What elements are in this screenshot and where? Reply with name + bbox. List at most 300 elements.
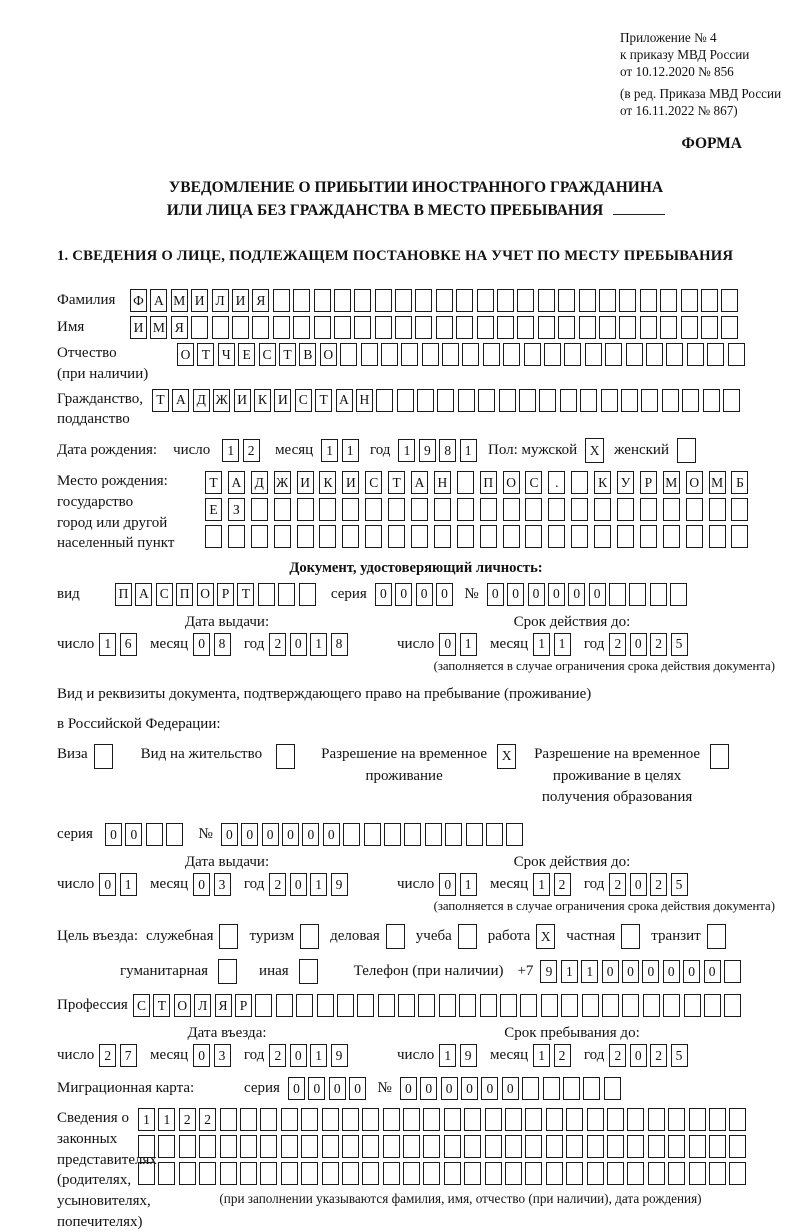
cell[interactable]: 0 — [704, 960, 721, 983]
cell[interactable] — [362, 1162, 379, 1185]
migration-series-cells[interactable] — [288, 1077, 370, 1100]
cell[interactable] — [398, 994, 415, 1017]
valid-day-cells[interactable] — [439, 633, 480, 656]
cell[interactable] — [464, 1162, 481, 1185]
cell[interactable] — [701, 289, 718, 312]
cell[interactable] — [220, 1108, 237, 1131]
cell[interactable]: 0 — [349, 1077, 366, 1100]
cell[interactable] — [485, 1135, 502, 1158]
cell[interactable] — [459, 994, 476, 1017]
cell[interactable] — [314, 316, 331, 339]
cell[interactable] — [617, 525, 634, 548]
cell[interactable] — [300, 924, 319, 949]
cell[interactable]: Д — [251, 471, 268, 494]
cell[interactable]: 0 — [290, 1044, 307, 1067]
cell[interactable] — [723, 389, 740, 412]
cell[interactable]: С — [133, 994, 150, 1017]
residence-issue-month-cells[interactable] — [193, 873, 234, 896]
cell[interactable] — [436, 316, 453, 339]
cell[interactable]: 0 — [461, 1077, 478, 1100]
cell[interactable] — [505, 1135, 522, 1158]
cell[interactable] — [729, 1135, 746, 1158]
cell[interactable] — [404, 823, 421, 846]
cell[interactable] — [682, 389, 699, 412]
cell[interactable]: М — [150, 316, 167, 339]
cell[interactable]: 2 — [554, 873, 571, 896]
cell[interactable]: 0 — [193, 1044, 210, 1067]
cell[interactable] — [666, 343, 683, 366]
cell[interactable] — [710, 744, 729, 769]
cell[interactable]: 9 — [419, 439, 436, 462]
cell[interactable] — [317, 994, 334, 1017]
cell[interactable]: X — [497, 744, 516, 769]
cell[interactable] — [340, 343, 357, 366]
cell[interactable] — [483, 343, 500, 366]
cell[interactable] — [480, 498, 497, 521]
cell[interactable] — [594, 498, 611, 521]
cell[interactable]: О — [174, 994, 191, 1017]
cell[interactable]: 0 — [436, 583, 453, 606]
cell[interactable] — [418, 994, 435, 1017]
cell[interactable]: О — [320, 343, 337, 366]
cell[interactable] — [375, 316, 392, 339]
cell[interactable] — [566, 1108, 583, 1131]
representatives-cells-1[interactable] — [138, 1108, 750, 1131]
stay-day-cells[interactable] — [439, 1044, 480, 1067]
cell[interactable]: 3 — [214, 873, 231, 896]
cell[interactable] — [566, 1135, 583, 1158]
cell[interactable]: 0 — [502, 1077, 519, 1100]
cell[interactable]: 0 — [439, 633, 456, 656]
citizenship-cells[interactable] — [152, 389, 743, 412]
cell[interactable] — [538, 316, 555, 339]
purpose-official-checkbox[interactable] — [219, 924, 238, 949]
cell[interactable]: 1 — [460, 439, 477, 462]
cell[interactable]: А — [228, 471, 245, 494]
purpose-study-checkbox[interactable] — [458, 924, 477, 949]
cell[interactable] — [220, 1135, 237, 1158]
cell[interactable] — [601, 389, 618, 412]
patronymic-cells[interactable] — [177, 343, 748, 366]
cell[interactable]: 0 — [302, 823, 319, 846]
cell[interactable] — [462, 343, 479, 366]
cell[interactable] — [543, 1077, 560, 1100]
cell[interactable]: Я — [171, 316, 188, 339]
representatives-cells-3[interactable] — [138, 1162, 750, 1185]
cell[interactable] — [319, 498, 336, 521]
cell[interactable]: 0 — [602, 960, 619, 983]
cell[interactable] — [663, 525, 680, 548]
cell[interactable] — [580, 389, 597, 412]
cell[interactable] — [525, 525, 542, 548]
cell[interactable]: Б — [731, 471, 748, 494]
cell[interactable] — [138, 1162, 155, 1185]
cell[interactable] — [457, 471, 474, 494]
cell[interactable] — [621, 389, 638, 412]
cell[interactable]: 0 — [548, 583, 565, 606]
cell[interactable] — [724, 960, 741, 983]
cell[interactable] — [384, 823, 401, 846]
cell[interactable]: 9 — [331, 1044, 348, 1067]
cell[interactable]: 0 — [288, 1077, 305, 1100]
cell[interactable] — [417, 389, 434, 412]
cell[interactable]: 1 — [581, 960, 598, 983]
cell[interactable] — [541, 994, 558, 1017]
cell[interactable] — [337, 994, 354, 1017]
cell[interactable] — [686, 525, 703, 548]
cell[interactable]: 0 — [193, 873, 210, 896]
cell[interactable] — [395, 289, 412, 312]
cell[interactable]: Т — [197, 343, 214, 366]
cell[interactable]: Ж — [213, 389, 230, 412]
cell[interactable] — [158, 1135, 175, 1158]
cell[interactable] — [546, 1135, 563, 1158]
male-checkbox[interactable] — [585, 438, 604, 463]
cell[interactable]: 1 — [342, 439, 359, 462]
cell[interactable] — [721, 289, 738, 312]
cell[interactable] — [411, 498, 428, 521]
cell[interactable] — [548, 498, 565, 521]
cell[interactable]: 2 — [199, 1108, 216, 1131]
cell[interactable]: 0 — [630, 873, 647, 896]
cell[interactable] — [617, 498, 634, 521]
cell[interactable]: 0 — [395, 583, 412, 606]
cell[interactable] — [579, 289, 596, 312]
cell[interactable] — [689, 1108, 706, 1131]
cell[interactable]: 0 — [105, 823, 122, 846]
cell[interactable] — [423, 1135, 440, 1158]
cell[interactable] — [464, 1108, 481, 1131]
profession-cells[interactable] — [133, 994, 745, 1017]
cell[interactable] — [731, 525, 748, 548]
cell[interactable] — [650, 583, 667, 606]
residence-number-cells[interactable] — [221, 823, 527, 846]
cell[interactable] — [522, 1077, 539, 1100]
purpose-humanitarian-checkbox[interactable] — [218, 959, 237, 984]
cell[interactable] — [403, 1135, 420, 1158]
purpose-business-checkbox[interactable] — [386, 924, 405, 949]
cell[interactable] — [663, 498, 680, 521]
cell[interactable]: С — [259, 343, 276, 366]
cell[interactable]: 0 — [262, 823, 279, 846]
cell[interactable]: Н — [356, 389, 373, 412]
cell[interactable] — [354, 316, 371, 339]
cell[interactable] — [445, 823, 462, 846]
cell[interactable]: О — [197, 583, 214, 606]
cell[interactable] — [505, 1108, 522, 1131]
cell[interactable] — [319, 525, 336, 548]
cell[interactable] — [436, 289, 453, 312]
cell[interactable] — [627, 1108, 644, 1131]
cell[interactable] — [627, 1135, 644, 1158]
cell[interactable]: М — [663, 471, 680, 494]
cell[interactable] — [558, 289, 575, 312]
cell[interactable]: 3 — [214, 1044, 231, 1067]
cell[interactable] — [689, 1135, 706, 1158]
cell[interactable] — [640, 316, 657, 339]
cell[interactable]: С — [295, 389, 312, 412]
cell[interactable]: 0 — [375, 583, 392, 606]
cell[interactable] — [278, 583, 295, 606]
birth-month-cells[interactable] — [321, 439, 362, 462]
cell[interactable]: А — [411, 471, 428, 494]
birth-place-cells-2[interactable] — [205, 498, 754, 521]
cell[interactable]: 0 — [481, 1077, 498, 1100]
cell[interactable] — [477, 289, 494, 312]
cell[interactable]: Т — [237, 583, 254, 606]
cell[interactable]: И — [342, 471, 359, 494]
cell[interactable]: 0 — [125, 823, 142, 846]
cell[interactable] — [499, 389, 516, 412]
cell[interactable]: Я — [252, 289, 269, 312]
cell[interactable]: 2 — [269, 873, 286, 896]
cell[interactable]: 0 — [439, 873, 456, 896]
cell[interactable]: 0 — [323, 823, 340, 846]
cell[interactable] — [704, 994, 721, 1017]
cell[interactable] — [444, 1162, 461, 1185]
cell[interactable]: 2 — [609, 1044, 626, 1067]
cell[interactable] — [728, 343, 745, 366]
cell[interactable] — [354, 289, 371, 312]
cell[interactable] — [362, 1108, 379, 1131]
cell[interactable] — [179, 1162, 196, 1185]
stay-year-cells[interactable] — [609, 1044, 691, 1067]
visa-checkbox[interactable] — [94, 744, 113, 769]
cell[interactable]: К — [319, 471, 336, 494]
cell[interactable]: 0 — [290, 633, 307, 656]
cell[interactable] — [365, 525, 382, 548]
cell[interactable] — [281, 1162, 298, 1185]
cell[interactable] — [293, 289, 310, 312]
cell[interactable] — [273, 289, 290, 312]
cell[interactable] — [383, 1162, 400, 1185]
cell[interactable] — [376, 389, 393, 412]
cell[interactable] — [444, 1135, 461, 1158]
cell[interactable] — [668, 1162, 685, 1185]
cell[interactable] — [563, 1077, 580, 1100]
purpose-tourism-checkbox[interactable] — [300, 924, 319, 949]
cell[interactable] — [687, 343, 704, 366]
cell[interactable] — [260, 1135, 277, 1158]
cell[interactable] — [587, 1135, 604, 1158]
cell[interactable]: 2 — [609, 873, 626, 896]
cell[interactable] — [497, 316, 514, 339]
cell[interactable]: Ч — [218, 343, 235, 366]
purpose-work-checkbox[interactable] — [536, 924, 555, 949]
residence-valid-year-cells[interactable] — [609, 873, 691, 896]
cell[interactable]: Т — [153, 994, 170, 1017]
cell[interactable]: 0 — [329, 1077, 346, 1100]
cell[interactable] — [442, 343, 459, 366]
cell[interactable] — [709, 525, 726, 548]
cell[interactable] — [434, 525, 451, 548]
cell[interactable] — [627, 1162, 644, 1185]
cell[interactable]: 0 — [589, 583, 606, 606]
cell[interactable] — [681, 289, 698, 312]
cell[interactable] — [212, 316, 229, 339]
cell[interactable]: 2 — [609, 633, 626, 656]
residence-series-cells[interactable] — [105, 823, 187, 846]
cell[interactable]: К — [254, 389, 271, 412]
cell[interactable]: 0 — [241, 823, 258, 846]
cell[interactable]: Е — [238, 343, 255, 366]
valid-month-cells[interactable] — [533, 633, 574, 656]
cell[interactable]: 5 — [671, 1044, 688, 1067]
cell[interactable]: 0 — [683, 960, 700, 983]
cell[interactable]: С — [365, 471, 382, 494]
given-name-cells[interactable] — [130, 316, 742, 339]
cell[interactable]: 0 — [441, 1077, 458, 1100]
cell[interactable] — [660, 289, 677, 312]
birth-place-cells-3[interactable] — [205, 525, 754, 548]
cell[interactable] — [660, 316, 677, 339]
cell[interactable] — [457, 498, 474, 521]
cell[interactable] — [342, 1135, 359, 1158]
cell[interactable]: 0 — [221, 823, 238, 846]
cell[interactable]: 2 — [269, 1044, 286, 1067]
cell[interactable] — [422, 343, 439, 366]
cell[interactable] — [260, 1162, 277, 1185]
purpose-other-checkbox[interactable] — [299, 959, 318, 984]
cell[interactable] — [560, 389, 577, 412]
cell[interactable]: 0 — [282, 823, 299, 846]
cell[interactable]: 0 — [193, 633, 210, 656]
cell[interactable] — [607, 1162, 624, 1185]
cell[interactable] — [525, 1108, 542, 1131]
cell[interactable] — [517, 316, 534, 339]
cell[interactable] — [500, 994, 517, 1017]
cell[interactable]: 1 — [554, 633, 571, 656]
cell[interactable] — [662, 389, 679, 412]
cell[interactable]: 1 — [460, 873, 477, 896]
cell[interactable] — [668, 1108, 685, 1131]
cell[interactable] — [322, 1135, 339, 1158]
issue-month-cells[interactable] — [193, 633, 234, 656]
cell[interactable] — [199, 1135, 216, 1158]
cell[interactable] — [579, 316, 596, 339]
cell[interactable]: 1 — [460, 633, 477, 656]
cell[interactable] — [648, 1108, 665, 1131]
cell[interactable]: А — [172, 389, 189, 412]
cell[interactable] — [546, 1162, 563, 1185]
cell[interactable]: И — [232, 289, 249, 312]
cell[interactable] — [619, 316, 636, 339]
cell[interactable]: М — [171, 289, 188, 312]
cell[interactable] — [505, 1162, 522, 1185]
cell[interactable] — [252, 316, 269, 339]
cell[interactable] — [646, 343, 663, 366]
cell[interactable]: 0 — [622, 960, 639, 983]
cell[interactable]: В — [299, 343, 316, 366]
cell[interactable] — [677, 438, 696, 463]
cell[interactable] — [251, 525, 268, 548]
cell[interactable] — [301, 1162, 318, 1185]
entry-day-cells[interactable] — [99, 1044, 140, 1067]
cell[interactable]: 9 — [460, 1044, 477, 1067]
cell[interactable]: О — [686, 471, 703, 494]
cell[interactable]: П — [176, 583, 193, 606]
cell[interactable] — [437, 389, 454, 412]
cell[interactable] — [582, 994, 599, 1017]
cell[interactable] — [255, 994, 272, 1017]
cell[interactable]: 1 — [321, 439, 338, 462]
cell[interactable] — [434, 498, 451, 521]
cell[interactable]: X — [585, 438, 604, 463]
cell[interactable] — [583, 1077, 600, 1100]
cell[interactable] — [503, 498, 520, 521]
cell[interactable]: 1 — [310, 1044, 327, 1067]
cell[interactable] — [274, 525, 291, 548]
cell[interactable] — [643, 994, 660, 1017]
cell[interactable] — [544, 343, 561, 366]
cell[interactable]: 1 — [310, 873, 327, 896]
cell[interactable] — [362, 1135, 379, 1158]
cell[interactable]: 1 — [533, 633, 550, 656]
cell[interactable] — [423, 1162, 440, 1185]
cell[interactable] — [701, 316, 718, 339]
representatives-cells-2[interactable] — [138, 1135, 750, 1158]
cell[interactable] — [299, 583, 316, 606]
cell[interactable] — [297, 498, 314, 521]
cell[interactable]: 8 — [331, 633, 348, 656]
cell[interactable] — [375, 289, 392, 312]
cell[interactable] — [640, 498, 657, 521]
cell[interactable]: Ж — [274, 471, 291, 494]
cell[interactable] — [383, 1108, 400, 1131]
cell[interactable] — [457, 525, 474, 548]
cell[interactable] — [281, 1108, 298, 1131]
cell[interactable] — [388, 498, 405, 521]
cell[interactable] — [415, 316, 432, 339]
cell[interactable]: О — [503, 471, 520, 494]
cell[interactable]: . — [548, 471, 565, 494]
cell[interactable] — [729, 1108, 746, 1131]
cell[interactable]: 0 — [663, 960, 680, 983]
entry-year-cells[interactable] — [269, 1044, 351, 1067]
cell[interactable]: 5 — [671, 633, 688, 656]
cell[interactable] — [546, 1108, 563, 1131]
cell[interactable] — [94, 744, 113, 769]
valid-year-cells[interactable] — [609, 633, 691, 656]
cell[interactable]: 7 — [120, 1044, 137, 1067]
cell[interactable] — [729, 1162, 746, 1185]
cell[interactable] — [604, 1077, 621, 1100]
cell[interactable]: П — [480, 471, 497, 494]
cell[interactable] — [681, 316, 698, 339]
cell[interactable] — [564, 343, 581, 366]
cell[interactable] — [670, 583, 687, 606]
cell[interactable] — [689, 1162, 706, 1185]
cell[interactable] — [381, 343, 398, 366]
cell[interactable] — [205, 525, 222, 548]
doc-number-cells[interactable] — [487, 583, 691, 606]
cell[interactable]: 1 — [222, 439, 239, 462]
cell[interactable]: Т — [315, 389, 332, 412]
cell[interactable] — [365, 498, 382, 521]
cell[interactable]: 0 — [630, 1044, 647, 1067]
cell[interactable] — [629, 583, 646, 606]
cell[interactable] — [322, 1108, 339, 1131]
cell[interactable] — [566, 1162, 583, 1185]
surname-cells[interactable] — [130, 289, 742, 312]
cell[interactable] — [342, 1162, 359, 1185]
cell[interactable] — [179, 1135, 196, 1158]
cell[interactable]: 1 — [120, 873, 137, 896]
cell[interactable] — [401, 343, 418, 366]
purpose-private-checkbox[interactable] — [621, 924, 640, 949]
cell[interactable] — [497, 289, 514, 312]
cell[interactable] — [640, 525, 657, 548]
